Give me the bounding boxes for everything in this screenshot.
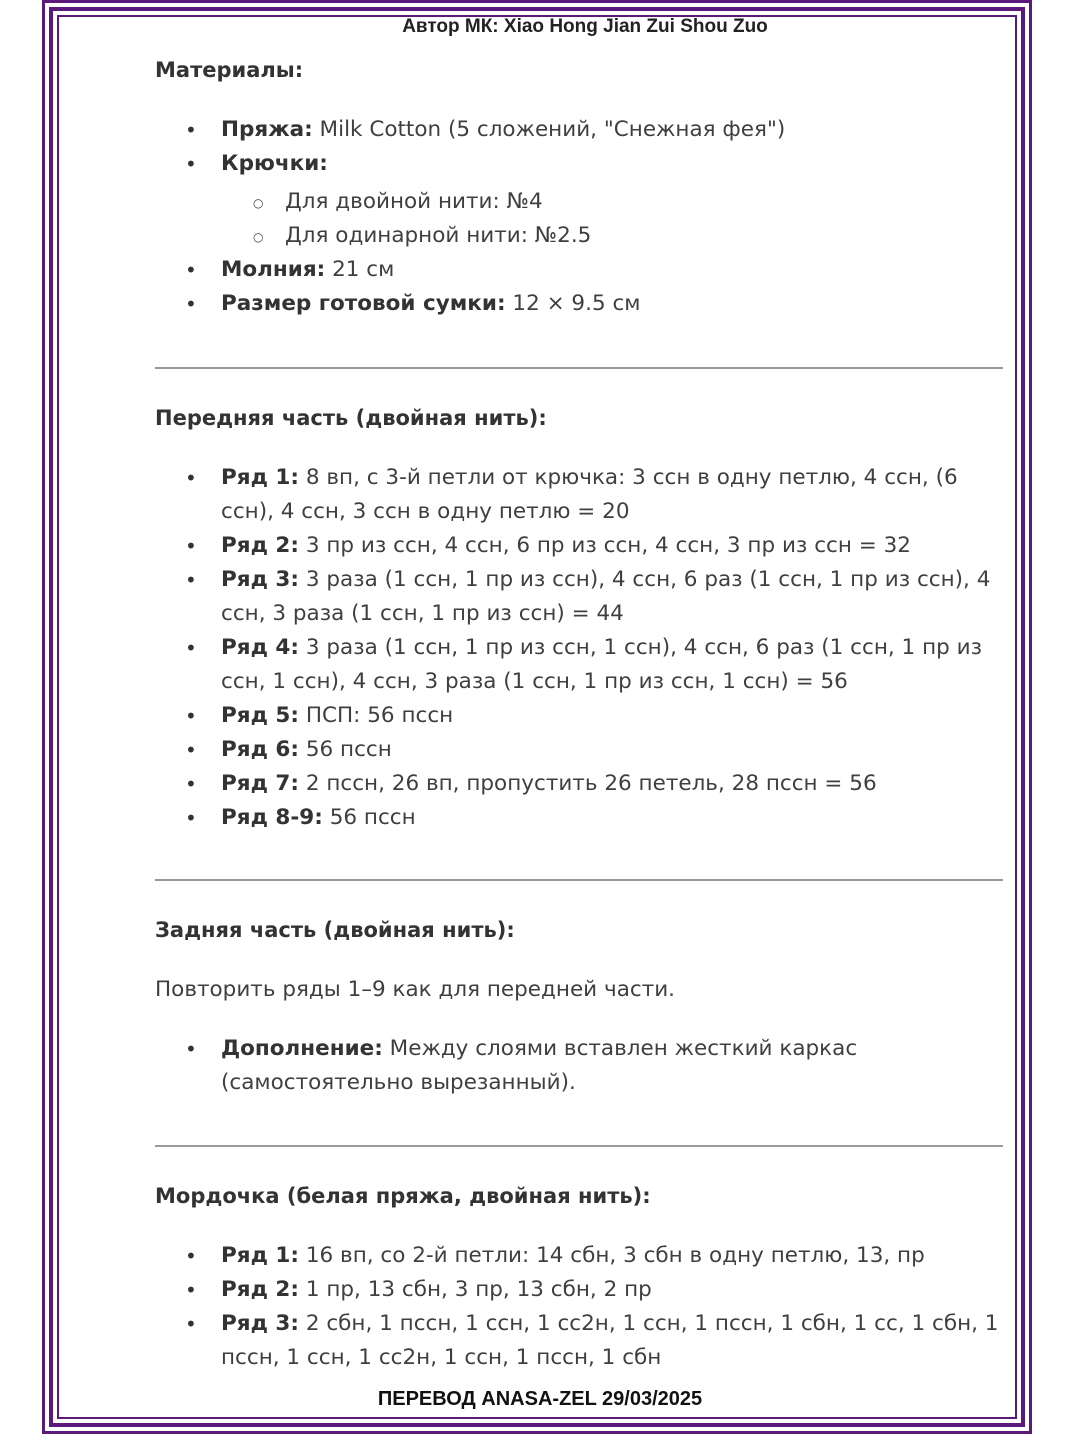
muzzle-rows-list <box>155 1239 1005 1375</box>
yarn-label: Пряжа: <box>221 117 313 142</box>
row-text: 3 раза (1 ссн, 1 пр из ссн, 1 ссн), 4 ссн, 6 раз (1 ссн, 1 пр из ссн, 1 ссн), 4 ссн, 3 раза (1 ссн, 1 пр из ссн, 1 ссн) = 56 <box>221 635 983 694</box>
translation-credit: ПЕРЕВОД ANASA-ZEL 29/03/2025 <box>377 1388 703 1410</box>
list-item <box>155 253 1005 287</box>
row-text: 1 пр, 13 сбн, 3 пр, 13 сбн, 2 пр <box>305 1277 652 1302</box>
yarn-value: Milk Cotton (5 сложений, "Снежная фея") <box>319 117 786 142</box>
divider <box>155 367 1003 369</box>
row-label: Ряд 2: <box>221 1277 299 1302</box>
row-text: 3 пр из ссн, 4 ссн, 6 пр из ссн, 4 ссн, 3 пр из ссн = 32 <box>305 533 911 558</box>
list-item <box>155 733 1005 767</box>
row-label: Ряд 3: <box>221 1311 299 1336</box>
divider <box>155 879 1003 881</box>
back-note-list <box>155 1032 1005 1100</box>
list-item <box>155 147 1005 253</box>
list-item <box>155 801 1005 835</box>
list-item <box>155 1032 1005 1100</box>
muzzle-heading: Мордочка (белая пряжа, двойная нить): <box>155 1184 651 1208</box>
list-item <box>155 113 1005 147</box>
note-label: Дополнение: <box>221 1036 383 1061</box>
list-item <box>155 1273 1005 1307</box>
list-item <box>155 287 1005 321</box>
front-rows-list <box>155 461 1005 835</box>
list-item <box>155 563 1005 631</box>
list-item <box>155 631 1005 699</box>
zipper-label: Молния: <box>221 257 326 282</box>
divider <box>155 1145 1003 1147</box>
row-text: 3 раза (1 ссн, 1 пр из ссн), 4 ссн, 6 раз (1 ссн, 1 пр из ссн), 4 ссн, 3 раза (1 ссн, 1 пр из ссн) = 44 <box>221 567 991 626</box>
size-label: Размер готовой сумки: <box>221 291 506 316</box>
back-heading: Задняя часть (двойная нить): <box>155 918 515 942</box>
row-text: ПСП: 56 пссн <box>305 703 454 728</box>
materials-heading: Материалы: <box>155 58 304 82</box>
row-label: Ряд 2: <box>221 533 299 558</box>
sub-list-item: ○ Для двойной нити: №4 <box>221 185 1005 219</box>
back-text: Повторить ряды 1–9 как для передней части. <box>155 977 676 1002</box>
row-label: Ряд 8-9: <box>221 805 323 830</box>
note-text: Между слоями вставлен жесткий каркас (самостоятельно вырезанный). <box>221 1036 858 1095</box>
row-text: 16 вп, со 2-й петли: 14 сбн, 3 сбн в одну петлю, 13, пр <box>305 1243 925 1268</box>
list-item <box>155 529 1005 563</box>
zipper-value: 21 см <box>332 257 395 282</box>
row-label: Ряд 4: <box>221 635 299 660</box>
author-credit: Автор МК: Xiao Hong Jian Zui Shou Zuo <box>402 16 768 37</box>
front-heading: Передняя часть (двойная нить): <box>155 406 547 430</box>
row-text: 56 пссн <box>305 737 392 762</box>
row-text: 8 вп, с 3-й петли от крючка: 3 ссн в одну петлю, 4 ссн, (6 ссн), 4 ссн, 3 ссн в одну петлю = 20 <box>221 465 958 524</box>
document-content <box>155 0 1005 1440</box>
row-label: Ряд 6: <box>221 737 299 762</box>
row-text: 56 пссн <box>329 805 416 830</box>
list-item <box>155 1307 1005 1375</box>
list-item <box>155 461 1005 529</box>
row-text: 2 сбн, 1 пссн, 1 ссн, 1 сс2н, 1 ссн, 1 пссн, 1 сбн, 1 сс, 1 сбн, 1 пссн, 1 ссн, 1 сс2н, 1 ссн, 1 пссн, 1 сбн <box>221 1311 999 1370</box>
row-label: Ряд 1: <box>221 1243 299 1268</box>
size-value: 12 × 9.5 см <box>512 291 641 316</box>
row-label: Ряд 5: <box>221 703 299 728</box>
list-item <box>155 699 1005 733</box>
row-text: 2 пссн, 26 вп, пропустить 26 петель, 28 пссн = 56 <box>305 771 877 796</box>
row-label: Ряд 1: <box>221 465 299 490</box>
hooks-sublist <box>221 185 1005 253</box>
row-label: Ряд 3: <box>221 567 299 592</box>
row-label: Ряд 7: <box>221 771 299 796</box>
materials-list <box>155 113 1005 321</box>
list-item <box>155 767 1005 801</box>
list-item <box>155 1239 1005 1273</box>
sub-list-item: ○ Для одинарной нити: №2.5 <box>221 219 1005 253</box>
hooks-label: Крючки: <box>221 151 328 176</box>
